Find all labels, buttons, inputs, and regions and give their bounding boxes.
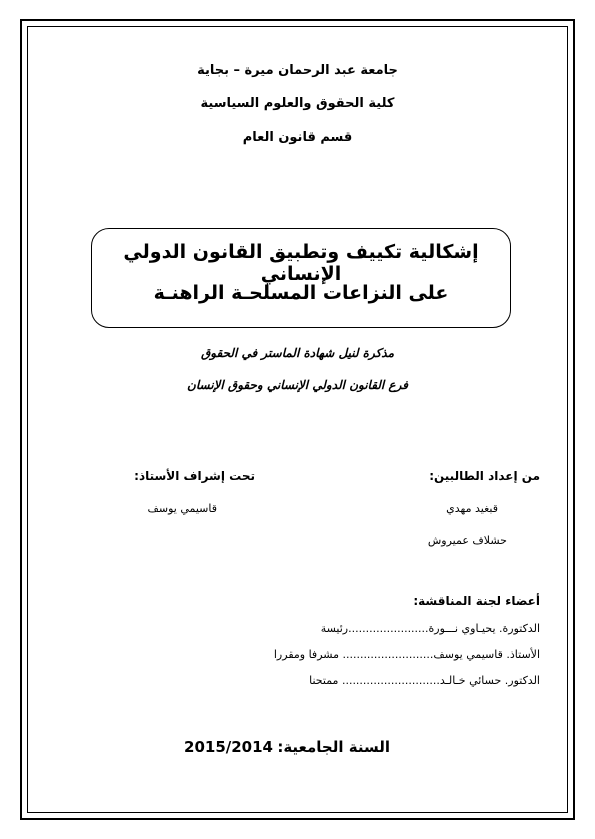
supervisor-label: تحت إشراف الأستاذ: [134,469,255,483]
students-label: من إعداد الطالبين: [429,469,540,483]
committee-member-2: الأستاذ. قاسيمي يوسف.......................... مشرفا ومقررا [273,648,540,661]
degree-statement: مذكرة لنيل شهادة الماستر في الحقوق [200,346,395,360]
thesis-title-line1: إشكالية تكييف وتطبيق القانون الدولي الإنساني [123,241,479,285]
thesis-title-box [91,228,511,328]
student-name-2: حشلاف عميروش [427,534,507,547]
faculty-name: كلية الحقوق والعلوم السياسية [200,96,395,111]
academic-year-value: 2015/2014 [184,738,273,756]
specialization: فرع القانون الدولي الإنساني وحقوق الإنسان [187,378,408,392]
academic-year-label: السنة الجامعية: [277,738,390,756]
supervisor-name: قاسيمي يوسف [147,502,217,515]
student-name-1: قبغيد مهدي [446,502,498,515]
university-name: جامعة عبد الرحمان ميرة – بجاية [197,63,398,78]
department-name: قسم قانون العام [242,130,353,145]
committee-member-3: الدكتور. حسائي خـالـد............................ ممتحنا [309,674,540,687]
thesis-title-line2: على النزاعات المسلحـة الراهنـة [153,282,449,304]
committee-label: أعضاء لجنة المناقشة: [413,594,540,608]
committee-member-1: الدكتورة. يحيـاوي نـــورة.......................رئيسة [320,622,540,635]
